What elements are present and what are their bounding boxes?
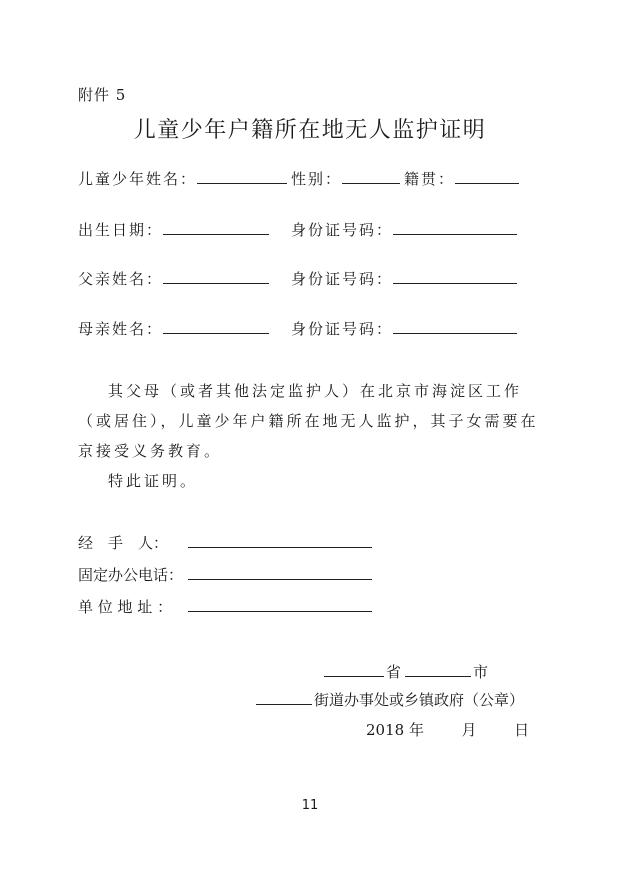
page-title: 儿童少年户籍所在地无人监护证明 bbox=[133, 118, 487, 143]
office-row bbox=[256, 689, 524, 710]
handler-blank[interactable] bbox=[188, 533, 372, 548]
city-suffix: 市 bbox=[473, 663, 489, 681]
province-city-row bbox=[324, 661, 488, 682]
native-place-blank[interactable] bbox=[455, 169, 519, 184]
certification-text: 特此证明。 bbox=[108, 472, 199, 490]
body-paragraph: 其父母（或者其他法定监护人）在北京市海淀区工作（或居住），儿童少年户籍所在地无人监护，其子女需要在京接受义务教育。 bbox=[78, 382, 539, 460]
mother-row bbox=[78, 318, 521, 339]
gender-blank[interactable] bbox=[342, 169, 400, 184]
phone-label: 固定办公电话： bbox=[78, 566, 184, 584]
address-row bbox=[78, 596, 376, 617]
native-place-label: 籍贯： bbox=[404, 170, 456, 188]
id-number-label-1: 身份证号码： bbox=[291, 221, 394, 239]
body-text bbox=[78, 376, 548, 496]
handler-label: 经 手 人： bbox=[78, 534, 169, 552]
id-number-label-2: 身份证号码： bbox=[291, 270, 394, 288]
birth-date-label: 出生日期： bbox=[78, 221, 164, 239]
gender-label: 性别： bbox=[291, 170, 343, 188]
father-id-blank[interactable] bbox=[393, 269, 517, 284]
city-blank[interactable] bbox=[405, 662, 471, 677]
mother-name-label: 母亲姓名： bbox=[78, 320, 164, 338]
child-info-row bbox=[78, 168, 523, 189]
year-text: 2018 年 bbox=[366, 721, 424, 739]
attachment-label: 附件 5 bbox=[78, 86, 127, 104]
office-blank[interactable] bbox=[256, 690, 312, 705]
father-name-label: 父亲姓名： bbox=[78, 270, 164, 288]
child-name-blank[interactable] bbox=[197, 169, 287, 184]
birth-date-blank[interactable] bbox=[163, 220, 269, 235]
address-blank[interactable] bbox=[188, 597, 372, 612]
office-text: 街道办事处或乡镇政府（公章） bbox=[314, 691, 525, 709]
id-number-label-3: 身份证号码： bbox=[291, 320, 394, 338]
address-label: 单 位 地 址 ： bbox=[78, 598, 173, 616]
father-name-blank[interactable] bbox=[163, 269, 269, 284]
province-suffix: 省 bbox=[386, 663, 402, 681]
handler-row bbox=[78, 532, 376, 553]
page-number: 11 bbox=[301, 798, 319, 813]
day-text: 日 bbox=[514, 721, 530, 739]
child-id-blank[interactable] bbox=[393, 220, 517, 235]
father-row bbox=[78, 268, 521, 289]
mother-name-blank[interactable] bbox=[163, 319, 269, 334]
phone-blank[interactable] bbox=[188, 565, 372, 580]
date-line bbox=[366, 719, 529, 740]
province-blank[interactable] bbox=[324, 662, 384, 677]
mother-id-blank[interactable] bbox=[393, 319, 517, 334]
child-name-label: 儿童少年姓名： bbox=[78, 170, 198, 188]
month-text: 月 bbox=[461, 721, 477, 739]
birth-row bbox=[78, 219, 521, 240]
phone-row bbox=[78, 564, 376, 585]
